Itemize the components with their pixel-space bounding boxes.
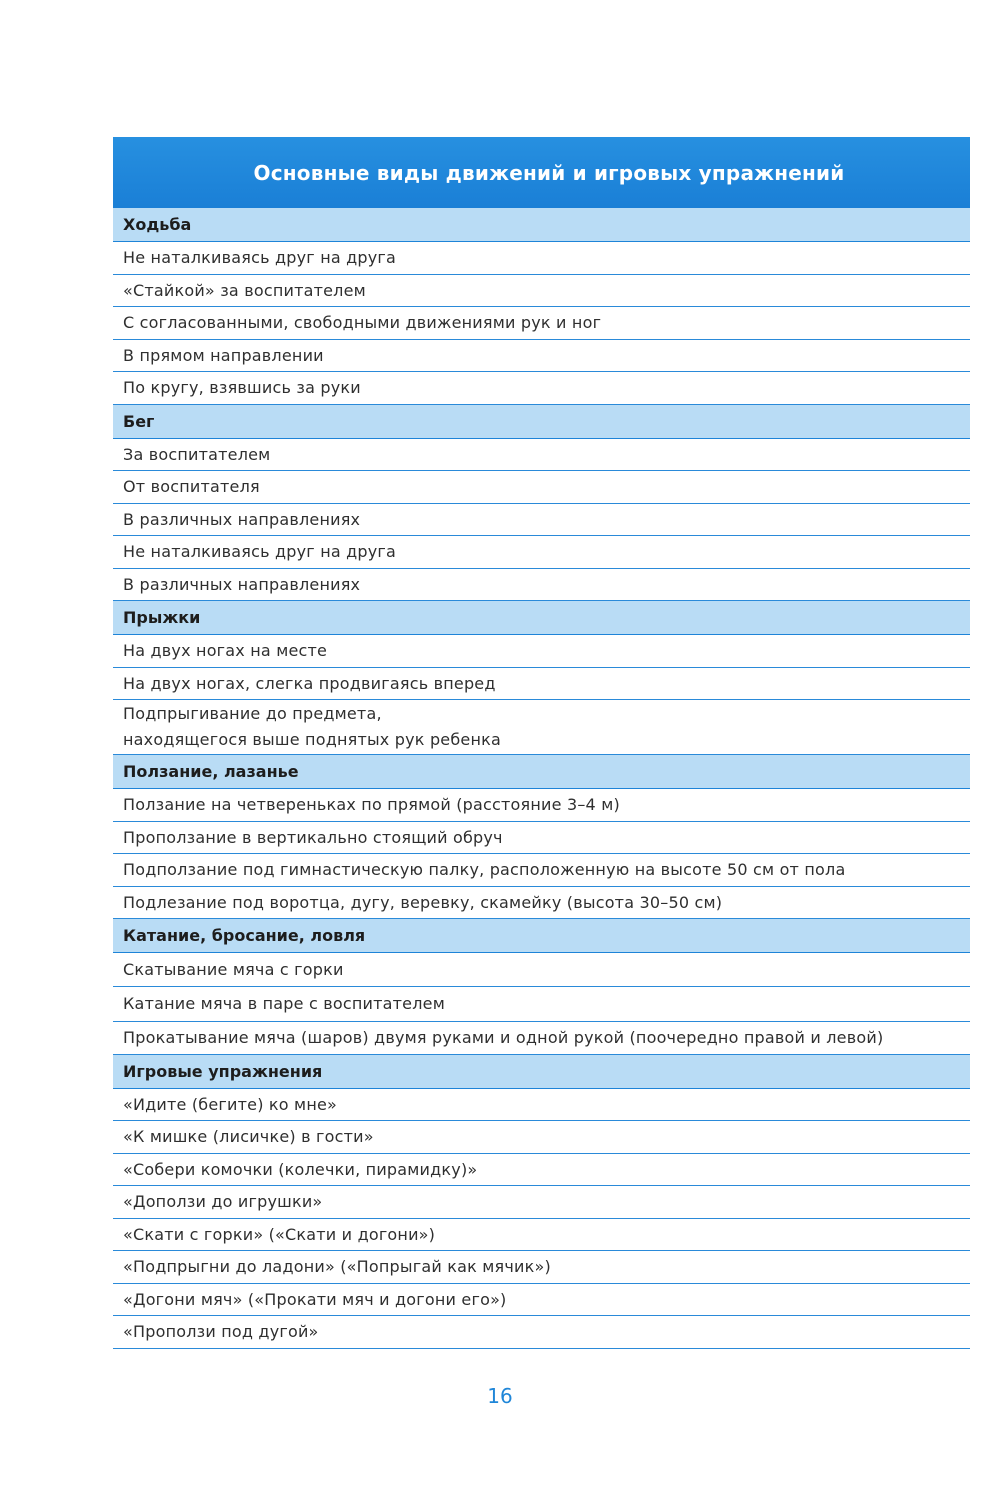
table-row: В прямом направлении	[113, 340, 970, 373]
table-row: От воспитателя	[113, 471, 970, 504]
table-row: Ползание на четвереньках по прямой (расстояние 3–4 м)	[113, 789, 970, 822]
table-row: На двух ногах на месте	[113, 635, 970, 668]
table-row: Прокатывание мяча (шаров) двумя руками и одной рукой (поочередно правой и левой)	[113, 1022, 970, 1055]
table-row: Подлезание под воротца, дугу, веревку, скамейку (высота 30–50 см)	[113, 887, 970, 920]
table-row: «Догони мяч» («Прокати мяч и догони его»)	[113, 1284, 970, 1317]
table-row: В различных направлениях	[113, 504, 970, 537]
table-row: За воспитателем	[113, 439, 970, 472]
table-row: Не наталкиваясь друг на друга	[113, 536, 970, 569]
table-row: «Скати с горки» («Скати и догони»)	[113, 1219, 970, 1252]
table-row: «Стайкой» за воспитателем	[113, 275, 970, 308]
multiline-line: находящегося выше поднятых рук ребенка	[123, 730, 501, 749]
section-heading-jumping: Прыжки	[113, 601, 970, 635]
section-heading-crawling: Ползание, лазанье	[113, 755, 970, 789]
section-heading-running: Бег	[113, 405, 970, 439]
table-row: По кругу, взявшись за руки	[113, 372, 970, 405]
table-row: «Идите (бегите) ко мне»	[113, 1089, 970, 1122]
table-row: Не наталкиваясь друг на друга	[113, 242, 970, 275]
table-row-multiline	[113, 700, 970, 755]
section-heading-rolling: Катание, бросание, ловля	[113, 919, 970, 953]
table-row: Катание мяча в паре с воспитателем	[113, 987, 970, 1022]
table-row: Подползание под гимнастическую палку, расположенную на высоте 50 см от пола	[113, 854, 970, 887]
table-row: В различных направлениях	[113, 569, 970, 602]
table-row: Проползание в вертикально стоящий обруч	[113, 822, 970, 855]
table-row: На двух ногах, слегка продвигаясь вперед	[113, 668, 970, 701]
page-number: 16	[487, 1384, 513, 1408]
table-row: С согласованными, свободными движениями рук и ног	[113, 307, 970, 340]
table-row: «Подпрыгни до ладони» («Попрыгай как мячик»)	[113, 1251, 970, 1284]
movements-table	[113, 137, 970, 1349]
table-row: Скатывание мяча с горки	[113, 953, 970, 987]
table-row: «Собери комочки (колечки, пирамидку)»	[113, 1154, 970, 1187]
table-row: «К мишке (лисичке) в гости»	[113, 1121, 970, 1154]
table-row: «Доползи до игрушки»	[113, 1186, 970, 1219]
section-heading-games: Игровые упражнения	[113, 1055, 970, 1089]
multiline-text	[123, 701, 501, 753]
table-title-band	[113, 137, 970, 208]
multiline-line: Подпрыгивание до предмета,	[123, 704, 382, 723]
table-row: «Проползи под дугой»	[113, 1316, 970, 1349]
table-title: Основные виды движений и игровых упражнений	[253, 160, 845, 185]
section-heading-walking: Ходьба	[113, 208, 970, 242]
